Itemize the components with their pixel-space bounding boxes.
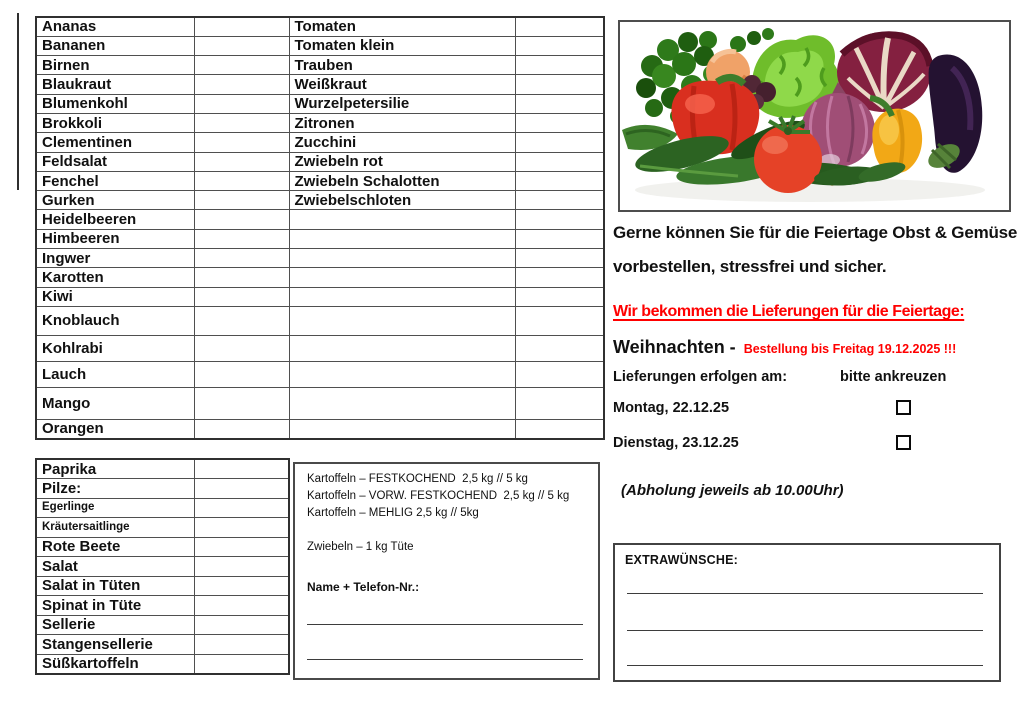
produce-name-cell: Orangen <box>36 419 194 438</box>
quantity-cell <box>194 17 289 36</box>
produce-name-cell: Salat <box>36 557 194 577</box>
produce-row <box>36 615 289 635</box>
produce-name-cell: Heidelbeeren <box>36 210 194 229</box>
produce-name-cell <box>289 229 515 248</box>
check-hint: bitte ankreuzen <box>840 369 947 385</box>
quantity-cell <box>194 36 289 55</box>
produce-row <box>36 171 604 190</box>
produce-row <box>36 36 604 55</box>
produce-row <box>36 210 604 229</box>
quantity-cell <box>194 210 289 229</box>
quantity-cell <box>515 171 604 190</box>
produce-name-cell <box>289 419 515 438</box>
quantity-cell <box>194 557 289 577</box>
produce-row <box>36 191 604 210</box>
produce-row <box>36 419 604 438</box>
produce-name-cell: Zucchini <box>289 133 515 152</box>
produce-name-cell: Knoblauch <box>36 306 194 335</box>
produce-row <box>36 596 289 616</box>
intro-text: Gerne können Sie für die Feiertage Obst & Gemüse vorbestellen, stressfrei und sicher. <box>613 223 1018 276</box>
quantity-cell <box>515 419 604 438</box>
quantity-cell <box>515 387 604 419</box>
quantity-cell <box>194 387 289 419</box>
produce-row <box>36 94 604 113</box>
produce-row <box>36 387 604 419</box>
write-in-line <box>627 630 983 631</box>
produce-name-cell: Kräutersaitlinge <box>36 518 194 538</box>
produce-name-cell: Rote Beete <box>36 537 194 557</box>
produce-name-cell: Pilze: <box>36 479 194 499</box>
produce-name-cell: Wurzelpetersilie <box>289 94 515 113</box>
produce-row <box>36 557 289 577</box>
quantity-cell <box>515 133 604 152</box>
produce-row <box>36 537 289 557</box>
produce-row <box>36 576 289 596</box>
monday-checkbox[interactable] <box>896 400 911 415</box>
quantity-cell <box>194 152 289 171</box>
quantity-cell <box>194 94 289 113</box>
produce-name-cell: Tomaten klein <box>289 36 515 55</box>
quantity-cell <box>515 306 604 335</box>
quantity-cell <box>194 518 289 538</box>
quantity-cell <box>515 210 604 229</box>
quantity-cell <box>515 113 604 132</box>
produce-name-cell: Paprika <box>36 459 194 479</box>
quantity-cell <box>194 459 289 479</box>
produce-name-cell: Kiwi <box>36 287 194 306</box>
potato-item: Kartoffeln – FESTKOCHEND 2,5 kg // 5 kg <box>307 473 528 485</box>
quantity-cell <box>194 498 289 518</box>
produce-row <box>36 113 604 132</box>
produce-name-cell: Blumenkohl <box>36 94 194 113</box>
produce-row <box>36 518 289 538</box>
contact-label: Name + Telefon-Nr.: <box>307 580 420 594</box>
produce-name-cell: Trauben <box>289 56 515 75</box>
write-in-line <box>627 665 983 666</box>
quantity-cell <box>515 229 604 248</box>
produce-name-cell: Lauch <box>36 361 194 387</box>
produce-name-cell: Kohlrabi <box>36 335 194 361</box>
quantity-cell <box>515 268 604 287</box>
write-in-line <box>307 624 583 625</box>
produce-name-cell: Zwiebeln Schalotten <box>289 171 515 190</box>
produce-name-cell <box>289 287 515 306</box>
holiday-row <box>613 337 956 358</box>
deliveries-heading: Wir bekommen die Lieferungen für die Feiertage: <box>613 303 965 320</box>
quantity-cell <box>194 615 289 635</box>
produce-name-cell <box>289 249 515 268</box>
produce-name-cell: Salat in Tüten <box>36 576 194 596</box>
produce-name-cell: Gurken <box>36 191 194 210</box>
quantity-cell <box>194 133 289 152</box>
quantity-cell <box>515 249 604 268</box>
quantity-cell <box>194 537 289 557</box>
produce-name-cell: Weißkraut <box>289 75 515 94</box>
quantity-cell <box>515 152 604 171</box>
quantity-cell <box>194 635 289 655</box>
potato-item: Kartoffeln – VORW. FESTKOCHEND 2,5 kg // 5 kg <box>307 490 570 502</box>
quantity-cell <box>515 56 604 75</box>
produce-name-cell: Brokkoli <box>36 113 194 132</box>
produce-name-cell: Egerlinge <box>36 498 194 518</box>
quantity-cell <box>194 306 289 335</box>
produce-name-cell: Sellerie <box>36 615 194 635</box>
produce-name-cell: Clementinen <box>36 133 194 152</box>
extra-wishes-box <box>613 543 1001 682</box>
produce-row <box>36 268 604 287</box>
produce-name-cell: Blaukraut <box>36 75 194 94</box>
quantity-cell <box>194 171 289 190</box>
quantity-cell <box>515 94 604 113</box>
delivery-label: Lieferungen erfolgen am: <box>613 369 788 385</box>
quantity-cell <box>515 361 604 387</box>
quantity-cell <box>194 229 289 248</box>
page-edge-mark <box>17 13 19 190</box>
delivery-option-label: Montag, 22.12.25 <box>613 400 730 416</box>
produce-name-cell <box>289 268 515 287</box>
produce-row <box>36 287 604 306</box>
quantity-cell <box>194 361 289 387</box>
produce-name-cell: Zwiebeln rot <box>289 152 515 171</box>
produce-name-cell: Bananen <box>36 36 194 55</box>
quantity-cell <box>194 287 289 306</box>
produce-name-cell <box>289 335 515 361</box>
delivery-option-tuesday <box>613 435 1024 453</box>
vegetables-illustration <box>620 22 1009 210</box>
write-in-line <box>627 593 983 594</box>
quantity-cell <box>515 335 604 361</box>
produce-row <box>36 56 604 75</box>
quantity-cell <box>515 17 604 36</box>
produce-row <box>36 361 604 387</box>
produce-row <box>36 498 289 518</box>
delivery-option-monday <box>613 400 1024 418</box>
produce-table-top <box>35 16 605 440</box>
produce-name-cell: Ananas <box>36 17 194 36</box>
produce-name-cell: Zitronen <box>289 113 515 132</box>
quantity-cell <box>194 191 289 210</box>
produce-row <box>36 229 604 248</box>
produce-name-cell: Tomaten <box>289 17 515 36</box>
produce-row <box>36 335 604 361</box>
produce-name-cell: Himbeeren <box>36 229 194 248</box>
potato-order-box <box>293 462 600 680</box>
quantity-cell <box>515 75 604 94</box>
produce-name-cell: Mango <box>36 387 194 419</box>
quantity-cell <box>194 56 289 75</box>
produce-row <box>36 133 604 152</box>
quantity-cell <box>515 287 604 306</box>
deadline-note: Bestellung bis Freitag 19.12.2025 !!! <box>743 342 957 356</box>
produce-name-cell: Zwiebelschloten <box>289 191 515 210</box>
produce-row <box>36 17 604 36</box>
write-in-line <box>307 659 583 660</box>
potato-item: Kartoffeln – MEHLIG 2,5 kg // 5kg <box>307 507 479 519</box>
vegetables-photo <box>618 20 1011 212</box>
produce-row <box>36 249 604 268</box>
produce-row <box>36 75 604 94</box>
onion-item: Zwiebeln – 1 kg Tüte <box>307 541 414 553</box>
produce-row <box>36 459 289 479</box>
produce-name-cell: Birnen <box>36 56 194 75</box>
produce-name-cell: Fenchel <box>36 171 194 190</box>
extra-wishes-title: EXTRAWÜNSCHE: <box>625 553 739 567</box>
holiday-label: Weihnachten - <box>613 337 736 357</box>
produce-name-cell: Ingwer <box>36 249 194 268</box>
quantity-cell <box>515 36 604 55</box>
produce-name-cell <box>289 210 515 229</box>
produce-name-cell: Stangensellerie <box>36 635 194 655</box>
quantity-cell <box>194 576 289 596</box>
produce-row <box>36 654 289 674</box>
quantity-cell <box>194 335 289 361</box>
quantity-cell <box>194 419 289 438</box>
eggplant <box>924 54 982 172</box>
produce-name-cell: Feldsalat <box>36 152 194 171</box>
delivery-option-label: Dienstag, 23.12.25 <box>613 435 739 451</box>
quantity-cell <box>194 596 289 616</box>
quantity-cell <box>194 249 289 268</box>
produce-row <box>36 306 604 335</box>
delivery-row <box>613 369 1024 385</box>
produce-row <box>36 152 604 171</box>
produce-name-cell <box>289 361 515 387</box>
produce-name-cell: Süßkartoffeln <box>36 654 194 674</box>
quantity-cell <box>194 654 289 674</box>
pickup-note: (Abholung jeweils ab 10.00Uhr) <box>621 482 844 499</box>
quantity-cell <box>515 191 604 210</box>
produce-table-bottom <box>35 458 290 675</box>
produce-name-cell <box>289 387 515 419</box>
quantity-cell <box>194 75 289 94</box>
produce-name-cell: Spinat in Tüte <box>36 596 194 616</box>
tuesday-checkbox[interactable] <box>896 435 911 450</box>
produce-row <box>36 479 289 499</box>
produce-name-cell: Karotten <box>36 268 194 287</box>
produce-row <box>36 635 289 655</box>
quantity-cell <box>194 113 289 132</box>
produce-name-cell <box>289 306 515 335</box>
quantity-cell <box>194 268 289 287</box>
quantity-cell <box>194 479 289 499</box>
